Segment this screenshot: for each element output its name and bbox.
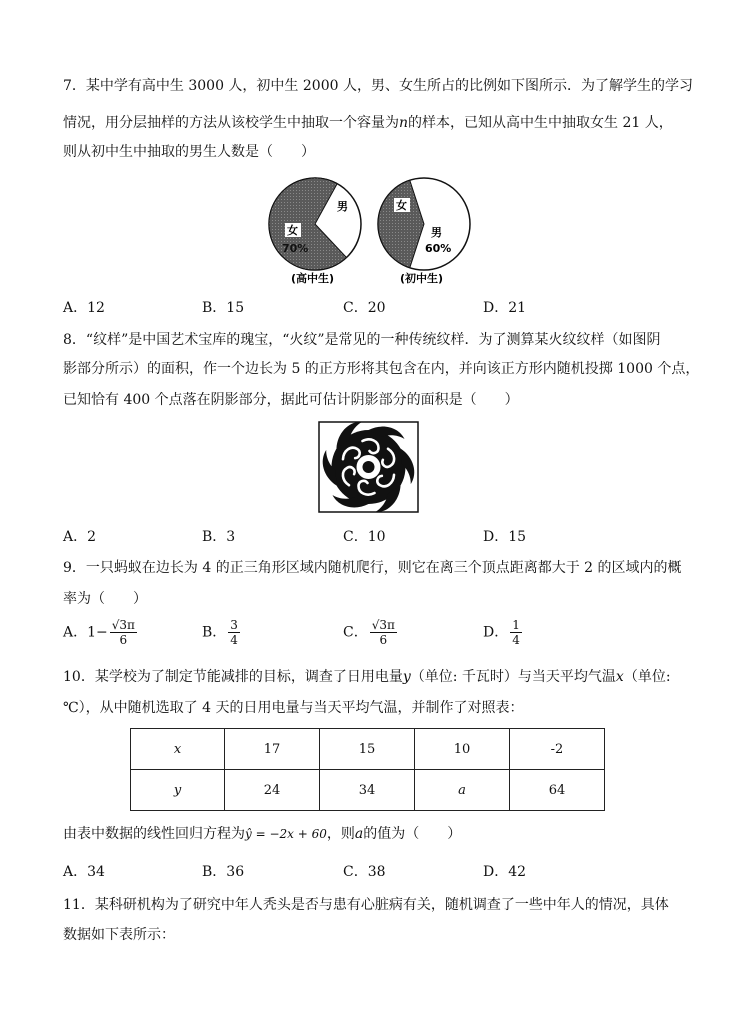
q10-option-c: C．38: [343, 864, 386, 880]
q10-line-1-b: （单位: 千瓦时）与当天平均气温: [410, 669, 616, 685]
table-cell: 17: [225, 729, 320, 770]
pie-high-caption: (高中生): [291, 272, 335, 285]
q10-var-x: x: [615, 669, 624, 685]
q11-line-1: 11．某科研机构为了研究中年人秃头是否与患有心脏病有关，随机调查了一些中年人的情况，具体: [63, 897, 669, 913]
q11-line-2: 数据如下表所示：: [63, 927, 175, 943]
q8-option-d: D．15: [483, 529, 527, 545]
table-row-y: [131, 770, 605, 811]
pie-junior-female-label: 女: [396, 199, 407, 212]
q9-option-a-fraction: [110, 618, 137, 647]
pie-high-male-label: 男: [337, 200, 348, 213]
q10-data-table: [130, 728, 605, 811]
q9-option-b-fraction: [228, 618, 240, 647]
q9-option-d: [483, 618, 522, 647]
q9-line-1: 9．一只蚂蚁在边长为 4 的正三角形区域内随机爬行，则它在离三个顶点距离都大于 2 的区域内的概: [63, 560, 682, 576]
q10-option-a: A．34: [63, 864, 105, 880]
q7-option-d: D．21: [483, 300, 527, 316]
q9-option-d-prefix: D．: [483, 624, 509, 641]
q9-option-c-den: 6: [379, 633, 388, 647]
q8-line-2: 影部分所示）的面积，作一个边长为 5 的正方形将其包含在内，并向该正方形内随机投掷 1000 个点，: [63, 361, 700, 377]
q7-line-3: 则从初中生中抽取的男生人数是（ ）: [63, 144, 315, 160]
q9-option-b-num: 3: [230, 618, 238, 632]
q9-option-b-prefix: B．: [202, 624, 227, 641]
pie-high-female-pct: 70%: [282, 242, 309, 255]
q9-option-c-prefix: C．: [343, 624, 368, 641]
q10-line-1-c: （单位:: [623, 669, 671, 685]
q7-option-a: A．12: [63, 300, 105, 316]
pie-junior-high: [378, 178, 470, 285]
fire-pattern-figure: [318, 421, 419, 513]
q8-option-b: B．3: [202, 529, 236, 545]
q9-option-a-prefix: A．1−: [63, 624, 108, 641]
q9-option-a-den: 6: [119, 633, 128, 647]
q7-line-2: [63, 113, 673, 133]
pie-junior-male-pct: 60%: [425, 242, 452, 255]
q8-line-1: 8．“纹样”是中国艺术宝库的瑰宝，“火纹”是常见的一种传统纹样．为了测算某火纹纹样（如图阴: [63, 332, 661, 348]
q10-line-1-a: 10．某学校为了制定节能减排的目标，调查了日用电量: [63, 669, 403, 685]
q9-option-c: [343, 618, 397, 647]
q9-line-2: 率为（ ）: [63, 591, 147, 607]
q9-option-a: [63, 618, 137, 647]
q10-line-1: [63, 667, 671, 687]
q9-option-d-num: 1: [512, 618, 520, 632]
q10-option-d: D．42: [483, 864, 527, 880]
q10-line-3-c: 的值为（ ）: [363, 826, 462, 842]
table-cell: 10: [415, 729, 510, 770]
q7-line-2-tail: 的样本，已知从高中生中抽取女生 21 人，: [408, 115, 673, 131]
pie-high-school: [269, 178, 361, 285]
q10-var-a: a: [354, 826, 364, 842]
table-cell: 15: [320, 729, 415, 770]
q7-line-1: 7．某中学有高中生 3000 人，初中生 2000 人，男、女生所占的比例如下图所示．为了解学生的学习: [63, 78, 693, 94]
q9-option-d-den: 4: [512, 633, 520, 647]
q7-pie-charts: [260, 172, 480, 292]
q8-option-c: C．10: [343, 529, 386, 545]
q10-line-3: [63, 824, 461, 844]
pie-junior-male-label: 男: [431, 226, 442, 239]
q7-option-b: B．15: [202, 300, 245, 316]
q10-regression-equation: ŷ = −2x + 60: [245, 827, 327, 841]
q7-line-2-head: 情况，用分层抽样的方法从该校学生中抽取一个容量为: [63, 115, 399, 131]
q8-option-a: A．2: [63, 529, 97, 545]
table-cell: 24: [225, 770, 320, 811]
table-cell: 34: [320, 770, 415, 811]
q8-line-3: 已知恰有 400 个点落在阴影部分，据此可估计阴影部分的面积是（ ）: [63, 392, 519, 408]
table-cell: a: [415, 770, 510, 811]
table-cell: x: [131, 729, 225, 770]
table-cell: y: [131, 770, 225, 811]
q9-option-c-num: √3π: [371, 618, 395, 632]
q7-option-c: C．20: [343, 300, 386, 316]
q9-option-c-fraction: [370, 618, 397, 647]
q9-option-b: [202, 618, 240, 647]
table-cell: -2: [510, 729, 605, 770]
table-row-x: [131, 729, 605, 770]
pie-junior-caption: (初中生): [400, 272, 444, 285]
q9-option-a-num: √3π: [111, 618, 135, 632]
q9-option-d-fraction: [510, 618, 522, 647]
q10-line-3-a: 由表中数据的线性回归方程为: [63, 826, 245, 842]
table-cell: 64: [510, 770, 605, 811]
q7-var-n: n: [399, 115, 409, 131]
pie-high-female-label: 女: [287, 224, 298, 237]
q10-option-b: B．36: [202, 864, 245, 880]
q10-line-3-b: ，则: [326, 826, 355, 842]
q10-var-y: y: [402, 669, 411, 685]
q9-option-b-den: 4: [230, 633, 238, 647]
q10-line-2: ℃），从中随机选取了 4 天的日用电量与当天平均气温，并制作了对照表：: [63, 700, 524, 716]
